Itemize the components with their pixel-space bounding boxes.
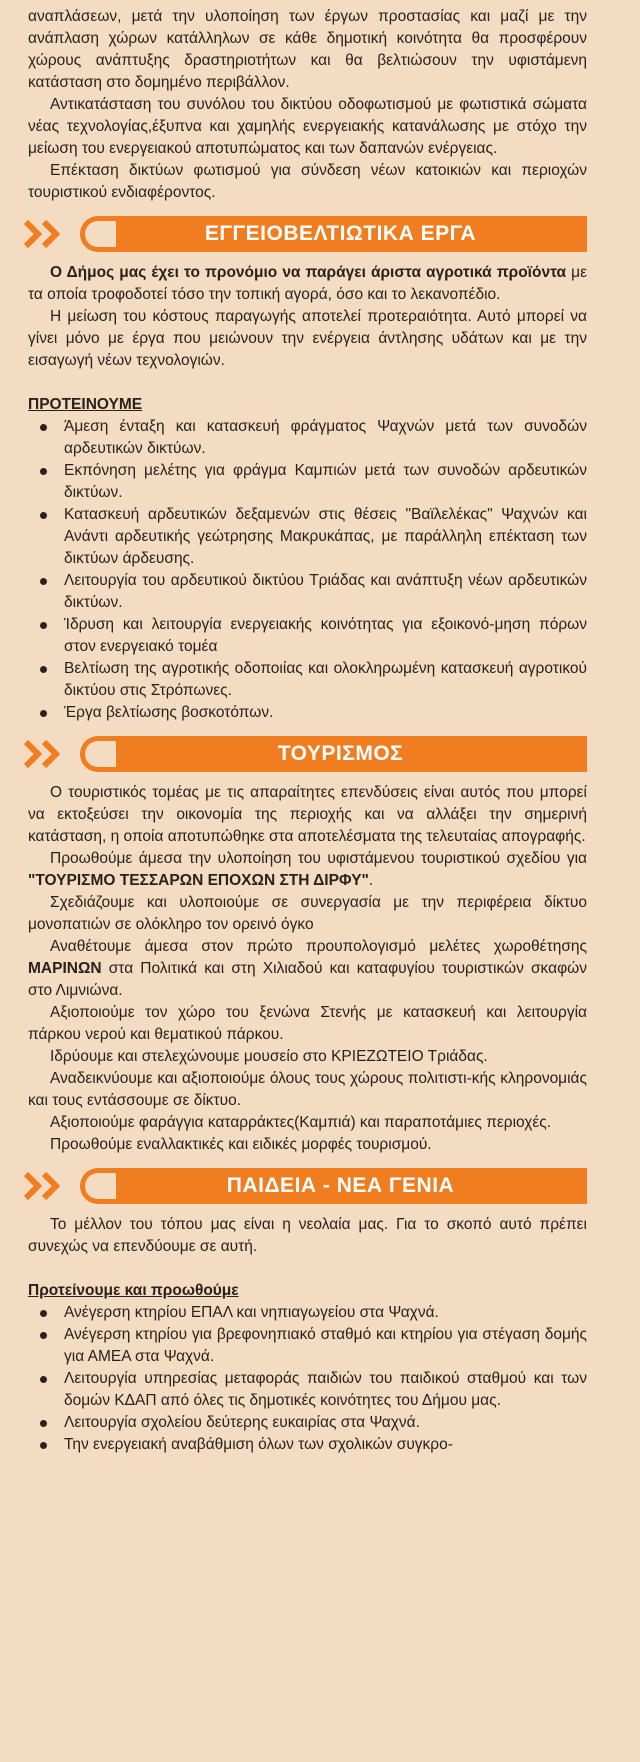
section-title-text: ΤΟΥΡΙΣΜΟΣ xyxy=(277,742,404,765)
list-item: Λειτουργία σχολείου δεύτερης ευκαιρίας στα Ψαχνά. xyxy=(28,1412,587,1434)
list-item: Εκπόνηση μελέτης για φράγμα Καμπιών μετά των συνοδών αρδευτικών δικτύων. xyxy=(28,460,587,504)
double-chevron-icon xyxy=(22,1171,82,1201)
list-item: Ίδρυση και λειτουργία ενεργειακής κοινότητας για εξοικονό-μηση πόρων στον ενεργειακό τομέα xyxy=(28,614,587,658)
section-header-tourism xyxy=(22,736,587,772)
double-chevron-icon xyxy=(22,219,82,249)
education-paragraph-1: Το μέλλον του τόπου μας είναι η νεολαία μας. Για το σκοπό αυτό πρέπει συνεχώς να επενδύουμε σε αυτή. xyxy=(28,1216,587,1255)
list-item: Άμεση ένταξη και κατασκευή φράγματος Ψαχνών μετά των συνοδών αρδευτικών δικτύων. xyxy=(28,416,587,460)
intro-paragraph-3: Επέκταση δικτύων φωτισμού για σύνδεση νέων κατοικιών και περιοχών τουριστικού ενδιαφέροντος. xyxy=(28,162,587,201)
agri-bold-lead: Ο Δήμος μας έχει το προνόμιο να παράγει άριστα αγροτικά προϊόντα xyxy=(50,264,567,281)
education-list xyxy=(28,1302,587,1456)
list-item: Την ενεργειακή αναβάθμιση όλων των σχολικών συγκρο- xyxy=(28,1434,587,1456)
tourism-p4-end: στα Πολιτικά και στη Χιλιαδού και καταφυγίου τουριστικών σκαφών στο Λιμνιώνα. xyxy=(28,960,587,999)
list-item: Ανέγερση κτηρίου για βρεφονηπιακό σταθμό και κτηρίου για στέγαση δομής για ΑΜΕΑ στα Ψαχνά. xyxy=(28,1324,587,1368)
tourism-p2-text: Προωθούμε άμεσα την υλοποίηση του υφιστάμενου τουριστικού σχεδίου για xyxy=(50,850,587,867)
tourism-paragraph-6: Ιδρύουμε και στελεχώνουμε μουσείο στο ΚΡΙΕΖΩΤΕΙΟ Τριάδας. xyxy=(50,1048,488,1065)
section-title xyxy=(94,736,587,772)
education-subheading: Προτείνουμε και προωθούμε xyxy=(28,1282,239,1299)
list-item: Έργα βελτίωσης βοσκοτόπων. xyxy=(28,702,587,724)
tourism-paragraph-4 xyxy=(28,936,587,1002)
section-title-text: ΠΑΙΔΕΙΑ - ΝΕΑ ΓΕΝΙΑ xyxy=(226,1174,455,1197)
tourism-paragraph-2 xyxy=(28,848,587,892)
tourism-p4-text: Αναθέτουμε άμεσα στον πρώτο προυπολογισμό μελέτες χωροθέτησης xyxy=(50,938,587,955)
section-title xyxy=(94,1168,587,1204)
list-item: Κατασκευή αρδευτικών δεξαμενών στις θέσεις "Βαϊλελέκας" Ψαχνών και Ανάντι αρδευτικής γεώτρησης Μακρυκάπας, με παράλληλη επέκταση των δικτύων άρδευσης. xyxy=(28,504,587,570)
list-item: Λειτουργία υπηρεσίας μεταφοράς παιδιών του παιδικού σταθμού και των δομών ΚΔΑΠ από όλες τις δημοτικές κοινότητες του Δήμου μας. xyxy=(28,1368,587,1412)
tourism-paragraph-7: Αναδεικνύουμε και αξιοποιούμε όλους τους χώρους πολιτιστι-κής κληρονομιάς και τους εντάσσουμε σε δίκτυο. xyxy=(28,1070,587,1109)
section-title xyxy=(94,216,587,252)
list-item: Ανέγερση κτηρίου ΕΠΑΛ και νηπιαγωγείου στα Ψαχνά. xyxy=(28,1302,587,1324)
agri-subheading: ΠΡΟΤΕΙΝΟΥΜΕ xyxy=(28,396,143,413)
section-header-education xyxy=(22,1168,587,1204)
tourism-paragraph-1: Ο τουριστικός τομέας με τις απαραίτητες επενδύσεις είναι αυτός που μπορεί να εκτοξεύσει την οικονομία της περιοχής και να αλλάξει την σημερινή κατάσταση, η οποία αποτυπώθηκε στα αποτελέσματα της τελευταίας απογραφής. xyxy=(28,784,587,845)
tourism-marinas: ΜΑΡΙΝΩΝ xyxy=(28,960,102,977)
tourism-paragraph-3: Σχεδιάζουμε και υλοποιούμε σε συνεργασία με την περιφέρεια δίκτυο μονοπατιών σε ολόκληρο τον ορεινό όγκο xyxy=(28,894,587,933)
tourism-paragraph-8: Αξιοποιούμε φαράγγια καταρράκτες(Καμπιά) και παραποτάμιες περιοχές. xyxy=(50,1114,552,1131)
tourism-paragraph-9: Προωθούμε εναλλακτικές και ειδικές μορφές τουρισμού. xyxy=(50,1136,432,1153)
tourism-plan-name: "ΤΟΥΡΙΣΜΟ ΤΕΣΣΑΡΩΝ ΕΠΟΧΩΝ ΣΤΗ ΔΙΡΦΥ" xyxy=(28,872,369,889)
tourism-p2-end: . xyxy=(368,872,374,889)
intro-paragraph-1: αναπλάσεων, μετά την υλοποίηση των έργων προστασίας και μαζί με την ανάπλαση χώρων κατάλληλων σε κάθε δημοτική κοινότητα θα προσφέρουν χώρους ανάπτυξης δραστηριοτήτων και θα βελτιώσουν την υφιστάμενη κατάσταση στο δομημένο περιβάλλον. xyxy=(28,8,587,91)
double-chevron-icon xyxy=(22,739,82,769)
list-item: Βελτίωση της αγροτικής οδοποιίας και ολοκληρωμένη κατασκευή αγροτικού δικτύου στις Στρόπωνες. xyxy=(28,658,587,702)
tourism-paragraph-5: Αξιοποιούμε τον χώρο του ξενώνα Στενής με κατασκευή και λειτουργία πάρκου νερού και θεματικού πάρκου. xyxy=(28,1004,587,1043)
agri-paragraph-2: Η μείωση του κόστους παραγωγής αποτελεί προτεραιότητα. Αυτό μπορεί να γίνει μόνο με έργα που μειώνουν την ενέργεια άντλησης υδάτων και με την εισαγωγή νέων τεχνολογιών. xyxy=(28,308,587,369)
intro-paragraph-2: Αντικατάσταση του συνόλου του δικτύου οδοφωτισμού με φωτιστικά σώματα νέας τεχνολογίας,έξυπνα και χαμηλής ενεργειακής κατανάλωσης με στόχο την μείωση του ενεργειακού αποτυπώματος και των δαπανών ενέργειας. xyxy=(28,96,587,157)
agri-list xyxy=(28,416,587,724)
agri-paragraph-1 xyxy=(28,262,587,306)
section-header-agri xyxy=(22,216,587,252)
list-item: Λειτουργία του αρδευτικού δικτύου Τριάδας και ανάπτυξη νέων αρδευτικών δικτύων. xyxy=(28,570,587,614)
section-title-text: ΕΓΓΕΙΟΒΕΛΤΙΩΤΙΚΑ ΕΡΓΑ xyxy=(204,222,477,245)
agri-paragraph-1-rest: με τα οποία τροφοδοτεί τόσο την τοπική αγορά, όσο και το λεκανοπέδιο. xyxy=(28,264,587,303)
